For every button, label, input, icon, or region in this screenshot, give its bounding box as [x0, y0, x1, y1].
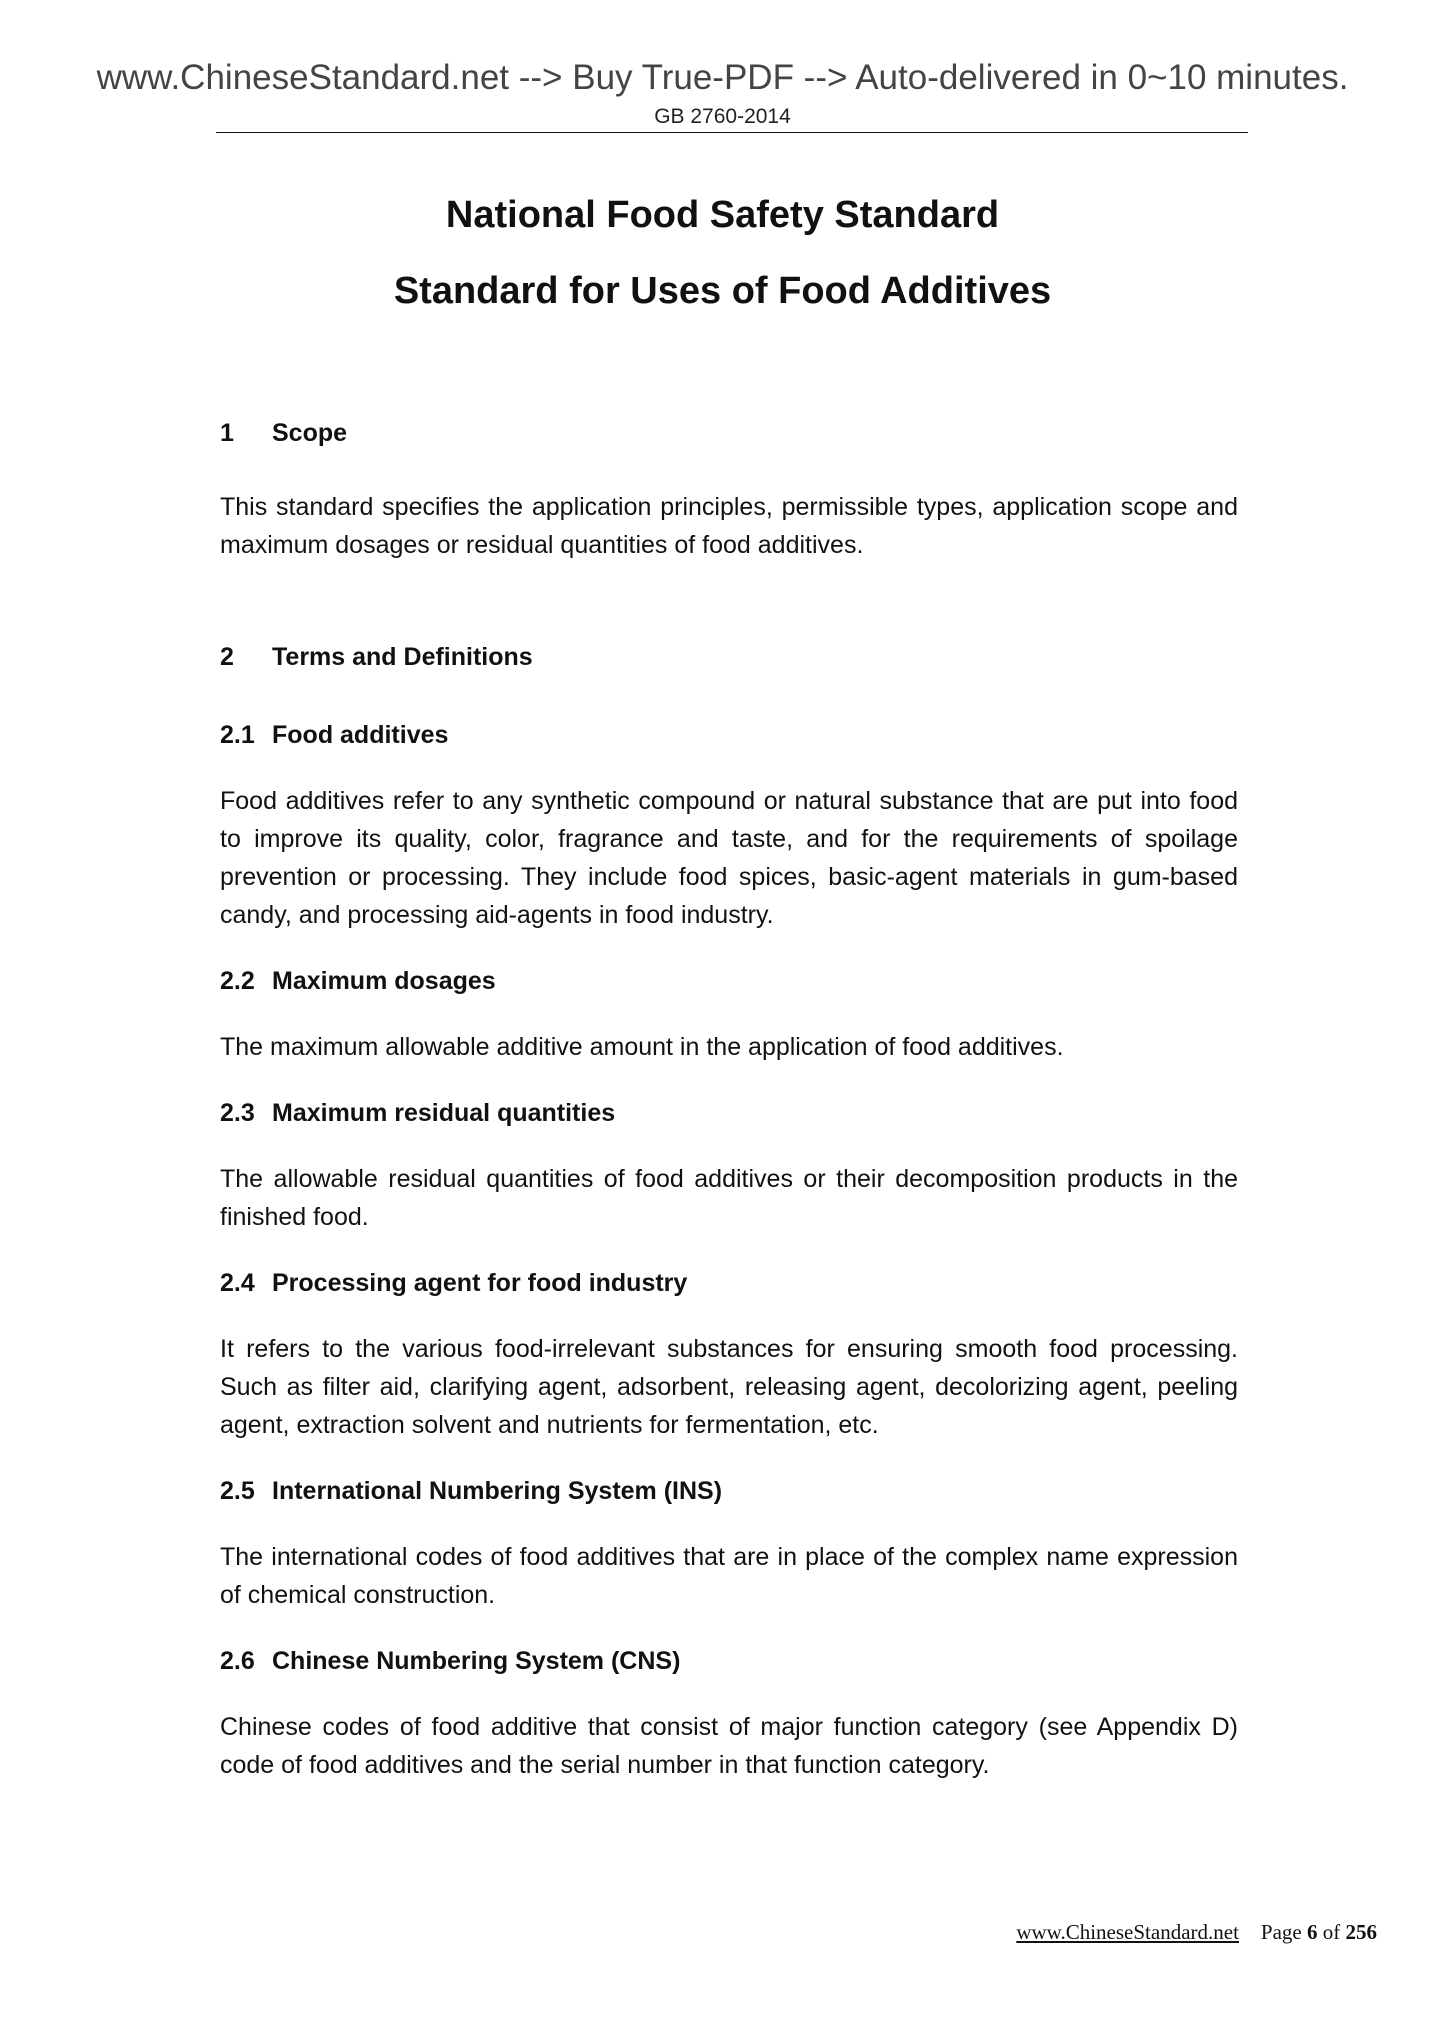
section-2-2-text: The maximum allowable additive amount in the application of food additives.	[220, 1033, 1064, 1061]
section-2-6-text: Chinese codes of food additive that consist of major function category (see Appendix D) code of food additives and the serial number in that function category.	[220, 1713, 1238, 1779]
document-title-line-1: National Food Safety Standard	[445, 194, 1000, 236]
page-label: Page	[1260, 1920, 1302, 1944]
section-2-5-text: The international codes of food additives that are in place of the complex name expression of chemical construction.	[220, 1543, 1238, 1609]
document-body	[220, 414, 1238, 1784]
section-2-1-text: Food additives refer to any synthetic compound or natural substance that are put into food to improve its quality, color, fragrance and taste, and for the requirements of spoilage prevention or processing. They include food spices, basic-agent materials in gum-based candy, and processing aid-agents in food industry.	[220, 787, 1238, 929]
section-2-6-heading	[220, 1642, 1238, 1680]
section-title: Processing agent for food industry	[272, 1269, 688, 1297]
site-banner[interactable]: www.ChineseStandard.net --> Buy True-PDF --> Auto-delivered in 0~10 minutes.	[96, 58, 1349, 97]
section-title: Chinese Numbering System (CNS)	[272, 1647, 681, 1675]
section-number: 2.5	[220, 1477, 255, 1505]
section-2-3-heading	[220, 1094, 1238, 1132]
section-1-text: This standard specifies the application principles, permissible types, application scope and maximum dosages or residual quantities of food additives.	[220, 493, 1238, 559]
document-number: GB 2760-2014	[654, 105, 791, 128]
section-number: 2.6	[220, 1647, 255, 1675]
section-2-5-heading	[220, 1472, 1238, 1510]
section-number: 2	[220, 643, 234, 671]
section-title: Maximum dosages	[272, 967, 496, 995]
footer-site-link[interactable]: www.ChineseStandard.net	[1016, 1920, 1239, 1944]
section-2-2-heading	[220, 962, 1238, 1000]
section-title: Food additives	[272, 721, 449, 749]
section-2-4-heading	[220, 1264, 1238, 1302]
section-title: Scope	[272, 419, 348, 447]
section-number: 2.4	[220, 1269, 255, 1297]
header-divider	[216, 132, 1248, 133]
page-total: 256	[1345, 1920, 1377, 1944]
section-number: 2.2	[220, 967, 255, 995]
page-current: 6	[1307, 1920, 1318, 1944]
section-title: Maximum residual quantities	[272, 1099, 616, 1127]
section-1-heading	[220, 414, 1238, 452]
section-number: 2.1	[220, 721, 255, 749]
section-2-1-heading	[220, 716, 1238, 754]
document-title-line-2: Standard for Uses of Food Additives	[393, 270, 1052, 312]
page-of-label: of	[1322, 1920, 1341, 1944]
section-2-heading	[220, 638, 1238, 676]
section-title: International Numbering System (INS)	[272, 1477, 723, 1505]
section-number: 2.3	[220, 1099, 255, 1127]
page-footer	[1016, 1920, 1377, 1945]
section-title: Terms and Definitions	[272, 643, 533, 671]
section-2-4-text: It refers to the various food-irrelevant substances for ensuring smooth food processing. Such as filter aid, clarifying agent, adsorbent, releasing agent, decolorizing agent, peeling agent, extraction solvent and nutrients for fermentation, etc.	[220, 1335, 1238, 1439]
section-2-3-text: The allowable residual quantities of food additives or their decomposition products in the finished food.	[220, 1165, 1238, 1231]
section-number: 1	[220, 419, 234, 447]
